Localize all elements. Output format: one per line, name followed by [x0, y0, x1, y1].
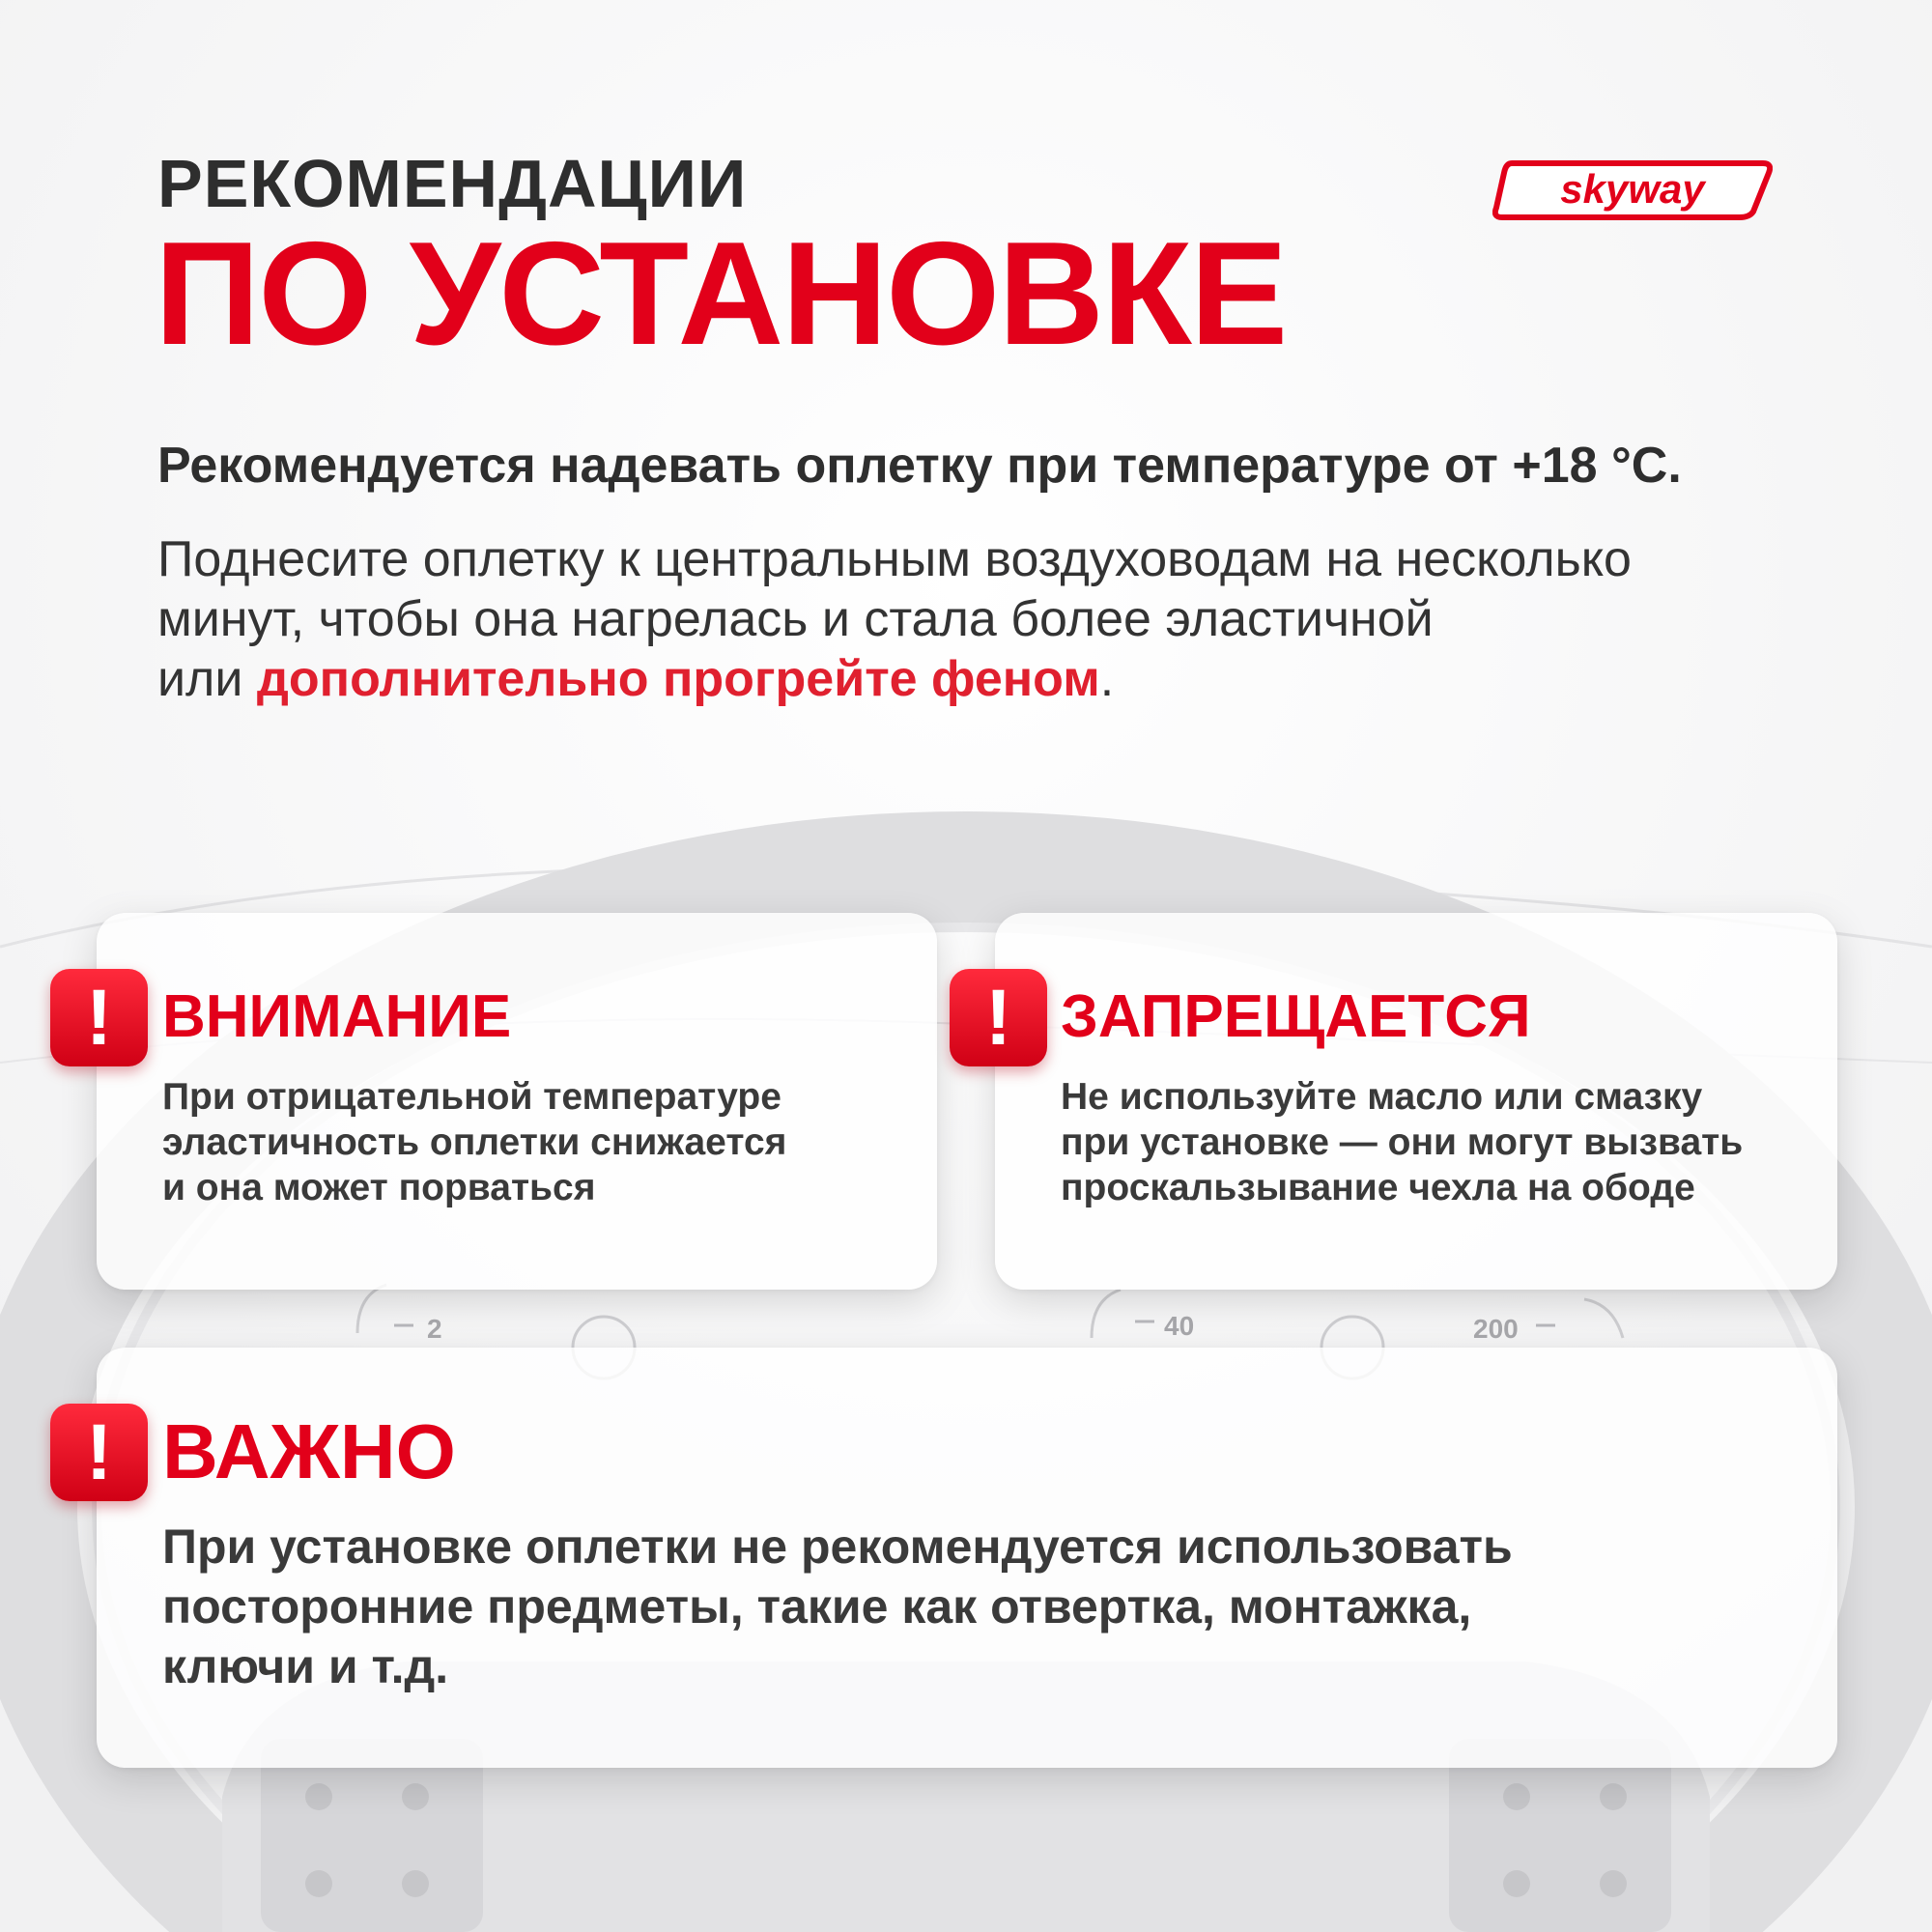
skyway-logo: [1492, 157, 1773, 221]
prohibited-text-line-2: при установке — они могут вызвать: [1061, 1122, 1744, 1163]
attention-title: ВНИМАНИЕ: [162, 983, 512, 1050]
gauge-label-left: 2: [427, 1314, 442, 1344]
page-title: ПО УСТАНОВКЕ: [155, 212, 1287, 376]
important-text: [162, 1517, 1513, 1696]
attention-text-line-1: При отрицательной температуре: [162, 1076, 781, 1118]
prohibited-title: ЗАПРЕЩАЕТСЯ: [1061, 983, 1531, 1050]
important-text-line-2: посторонние предметы, такие как отвертка, монтажка,: [162, 1579, 1472, 1634]
header-subtitle: РЕКОМЕНДАЦИИ: [157, 146, 748, 221]
temperature-recommendation: Рекомендуется надевать оплетку при температуре от +18 °C.: [157, 438, 1682, 494]
gauge-label-right: 200: [1473, 1314, 1519, 1344]
important-title: ВАЖНО: [162, 1408, 456, 1494]
attention-text-line-2: эластичность оплетки снижается: [162, 1122, 787, 1163]
exclamation-icon: !: [950, 969, 1047, 1066]
prohibited-text-line-3: проскальзывание чехла на ободе: [1061, 1167, 1695, 1208]
logo-text: skyway: [1560, 166, 1705, 212]
prohibited-text-line-1: Не используйте масло или смазку: [1061, 1076, 1703, 1118]
instructions-line-2: минут, чтобы она нагрелась и стала более эластичной: [157, 591, 1434, 647]
instructions-line-3-start: или: [157, 651, 257, 707]
hairdryer-highlight: дополнительно прогрейте феном: [256, 651, 1100, 707]
exclamation-icon: !: [50, 1404, 148, 1501]
attention-text-line-3: и она может порваться: [162, 1167, 596, 1208]
exclamation-icon: !: [50, 969, 148, 1066]
instructions-line-1: Поднесите оплетку к центральным воздуховодам на несколько: [157, 531, 1632, 587]
important-text-line-1: При установке оплетки не рекомендуется использовать: [162, 1520, 1513, 1574]
warmup-instructions: [157, 529, 1819, 709]
instructions-line-3-end: .: [1099, 651, 1115, 707]
gauge-label-mid: 40: [1164, 1311, 1195, 1341]
important-text-line-3: ключи и т.д.: [162, 1639, 449, 1693]
attention-text: [162, 1074, 786, 1210]
prohibited-text: [1061, 1074, 1743, 1210]
